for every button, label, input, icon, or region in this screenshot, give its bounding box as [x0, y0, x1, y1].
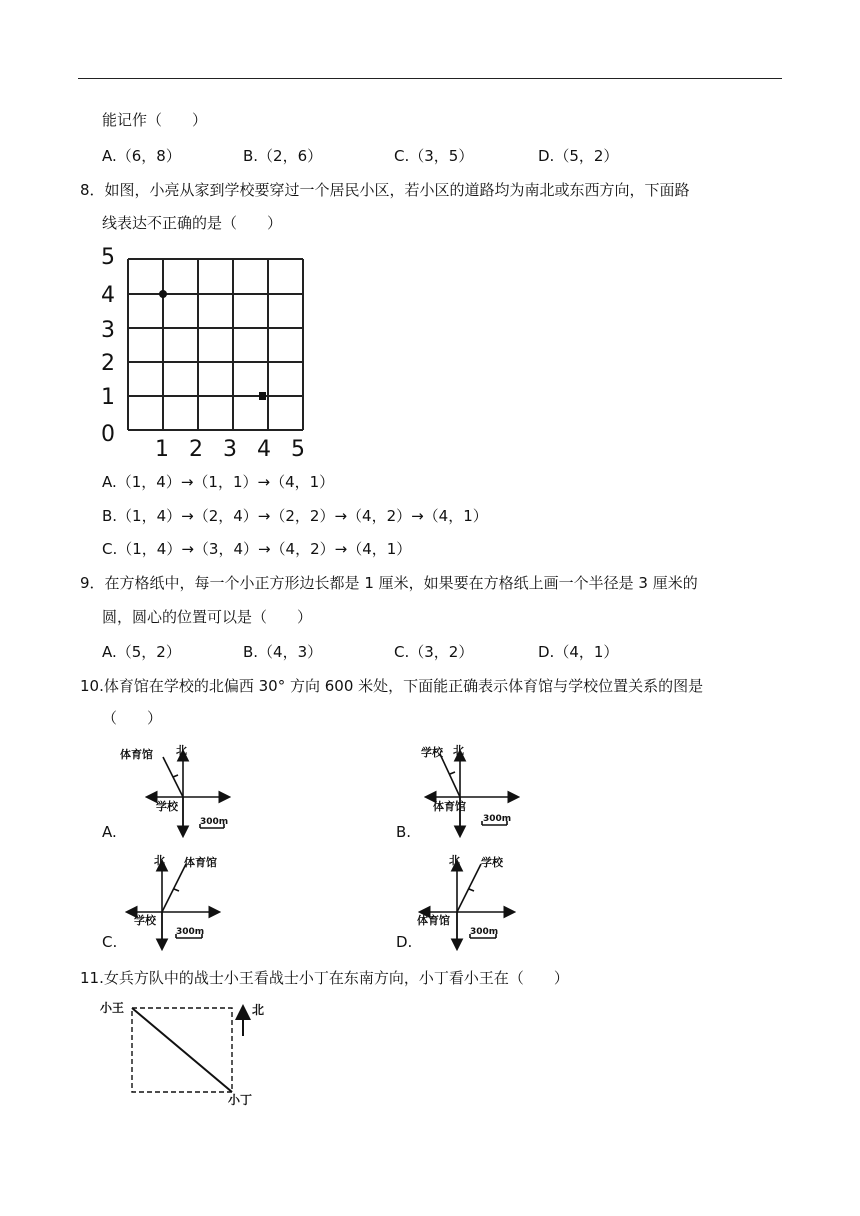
diagonal-line	[132, 1008, 232, 1092]
q10-diagram-b	[415, 740, 535, 840]
q10-diagram-d	[415, 850, 535, 950]
x-label-1: 1	[155, 437, 169, 462]
gym-label: 体育馆	[120, 748, 153, 761]
scale-label: 300m	[483, 814, 512, 824]
school-point	[259, 392, 266, 400]
north-label: 北	[449, 854, 460, 867]
school-label: 学校	[481, 856, 503, 869]
q10-diagram-c	[120, 850, 240, 950]
y-label-3: 3	[101, 318, 115, 343]
wang-label: 小王	[100, 1001, 125, 1015]
school-label: 学校	[421, 746, 443, 759]
scale-label: 300m	[200, 817, 229, 827]
y-label-5: 5	[101, 245, 115, 270]
north-label: 北	[176, 744, 187, 757]
north-label: 北	[252, 1003, 265, 1017]
q8-grid-lines	[128, 259, 303, 430]
q9-option-d: D.（4，1）	[538, 643, 619, 661]
header-rule	[78, 78, 782, 79]
q10-stem-line1: 10.体育馆在学校的北偏西 30° 方向 600 米处，下面能正确表示体育馆与学校位置关系的图是	[80, 677, 704, 695]
y-label-2: 2	[101, 351, 115, 376]
x-label-4: 4	[257, 437, 271, 462]
q7-option-a: A.（6，8）	[102, 147, 181, 165]
y-label-0: 0	[101, 422, 115, 447]
q8-option-c: C.（1，4）→（3，4）→（4，2）→（4，1）	[102, 540, 412, 558]
q9-option-c: C.（3，2）	[394, 643, 474, 661]
y-label-4: 4	[101, 283, 115, 308]
q8-option-b: B.（1，4）→（2，4）→（2，2）→（4，2）→（4，1）	[102, 507, 488, 525]
y-label-1: 1	[101, 385, 115, 410]
gym-label: 体育馆	[417, 914, 450, 927]
school-label: 学校	[134, 914, 156, 927]
q10-diagram-a	[120, 740, 240, 840]
q8-y-axis-labels	[101, 245, 115, 447]
q10-option-a: A.	[102, 823, 117, 841]
north-label: 北	[453, 744, 464, 757]
ding-label: 小丁	[228, 1093, 253, 1107]
q9-stem-line1: 9．在方格纸中，每一个小正方形边长都是 1 厘米，如果要在方格纸上画一个半径是 3 厘米的	[80, 574, 698, 592]
q8-grid-figure	[95, 244, 325, 464]
scale-label: 300m	[176, 927, 205, 937]
x-label-3: 3	[223, 437, 237, 462]
north-label: 北	[154, 854, 165, 867]
x-label-5: 5	[291, 437, 305, 462]
q8-stem-line1: 8．如图，小亮从家到学校要穿过一个居民小区，若小区的道路均为南北或东西方向，下面路	[80, 181, 690, 199]
q9-option-b: B.（4，3）	[243, 643, 323, 661]
q11-diagram	[100, 996, 280, 1111]
q7-stem-tail: 能记作（ ）	[102, 111, 208, 129]
school-label: 学校	[156, 800, 178, 813]
q9-stem-line2: 圆，圆心的位置可以是（ ）	[102, 608, 313, 626]
q7-option-d: D.（5，2）	[538, 147, 619, 165]
q10-stem-line2: （ ）	[102, 709, 163, 727]
q7-option-b: B.（2，6）	[243, 147, 323, 165]
q11-stem: 11.女兵方队中的战士小王看战士小丁在东南方向，小丁看小王在（ ）	[80, 969, 569, 987]
q10-option-d: D.	[396, 933, 413, 951]
q10-option-c: C.	[102, 933, 118, 951]
q10-option-b: B.	[396, 823, 412, 841]
gym-label: 体育馆	[433, 800, 466, 813]
gym-label: 体育馆	[184, 856, 217, 869]
x-label-2: 2	[189, 437, 203, 462]
home-point	[159, 290, 167, 298]
q7-option-c: C.（3，5）	[394, 147, 474, 165]
q8-option-a: A.（1，4）→（1，1）→（4，1）	[102, 473, 335, 491]
scale-label: 300m	[470, 927, 499, 937]
q9-option-a: A.（5，2）	[102, 643, 181, 661]
q8-x-axis-labels	[155, 437, 305, 462]
q8-stem-line2: 线表达不正确的是（ ）	[102, 214, 283, 232]
